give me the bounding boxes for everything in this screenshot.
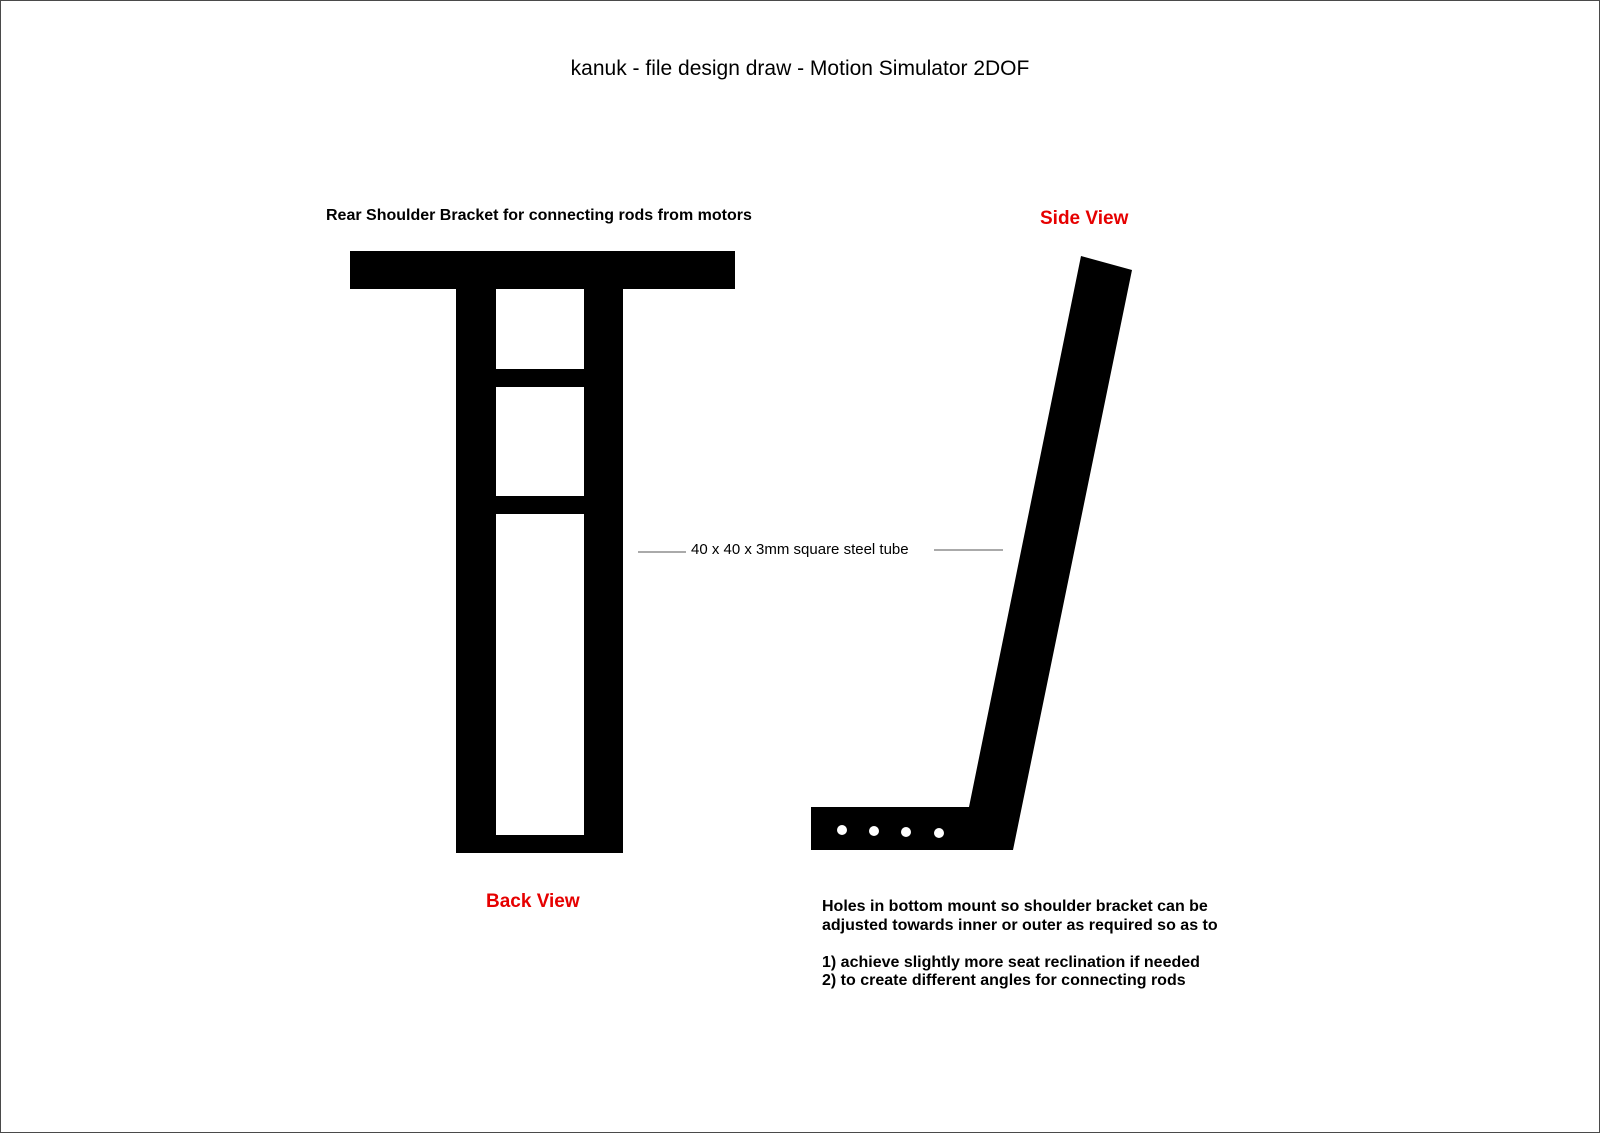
notes-line: 1) achieve slightly more seat reclination if needed bbox=[822, 953, 1200, 971]
side-view-caption: Side View bbox=[1040, 208, 1129, 229]
angled-upright bbox=[811, 256, 1132, 850]
mount-hole bbox=[869, 826, 879, 836]
notes-line: 2) to create different angles for connecting rods bbox=[822, 972, 1186, 989]
bracket-heading: Rear Shoulder Bracket for connecting rods from motors bbox=[326, 207, 752, 224]
vertical-frame bbox=[456, 289, 623, 853]
page-title: kanuk - file design draw - Motion Simulator 2DOF bbox=[570, 57, 1030, 80]
mount-hole bbox=[837, 825, 847, 835]
tube-callout-label: 40 x 40 x 3mm square steel tube bbox=[691, 541, 909, 558]
back-view-caption: Back View bbox=[486, 891, 580, 912]
side-view-bracket bbox=[811, 256, 1132, 850]
notes-line: adjusted towards inner or outer as required so as to bbox=[822, 916, 1218, 934]
notes-line: Holes in bottom mount so shoulder bracket can be bbox=[822, 898, 1208, 915]
mount-hole bbox=[901, 827, 911, 837]
mount-hole bbox=[934, 828, 944, 838]
top-crossbar bbox=[350, 251, 735, 289]
